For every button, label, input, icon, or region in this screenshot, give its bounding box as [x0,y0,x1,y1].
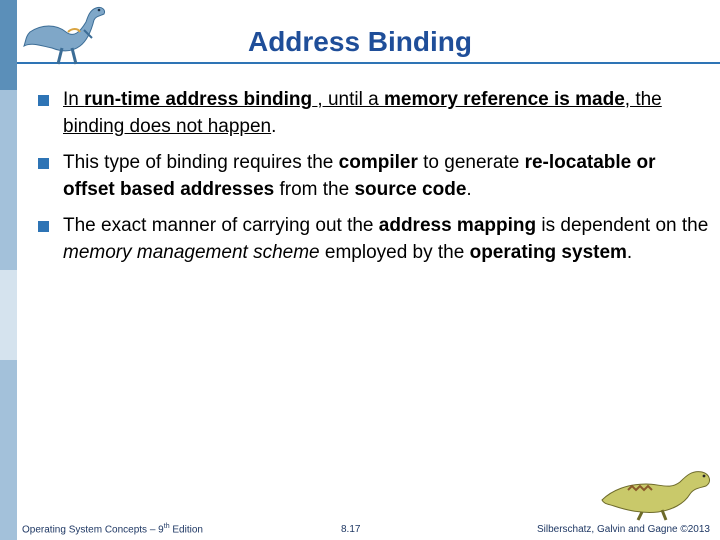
sidebar-segment [0,90,17,270]
square-bullet-icon [38,158,49,169]
bullet-run: . [466,179,472,200]
bullet-run: . [271,116,277,137]
square-bullet-icon [38,95,49,106]
left-sidebar-band [0,0,17,540]
bullet-run: In [63,89,85,110]
bullet-run: memory management scheme [63,242,320,263]
bullet-run: run-time address binding [84,89,313,110]
bullet-run: from the [274,179,355,200]
bullet-run: employed by the [319,242,470,263]
bullet-item [38,86,710,140]
bullet-item [38,212,710,266]
bullet-list [38,86,710,275]
bullet-run: compiler [338,152,418,173]
square-bullet-icon [38,221,49,232]
footer-book-sup: th [163,522,170,530]
bullet-run: source code [354,179,467,200]
bullet-run: , until a [312,89,384,110]
bullet-text [63,152,656,200]
bullet-run: , the binding does not happen [63,89,662,137]
footer-page-number: 8.17 [341,524,361,535]
bullet-run: to generate [417,152,525,173]
bullet-run: . [626,242,633,263]
title-rule [17,62,720,64]
bullet-run: The exact manner of carrying out the [63,215,379,236]
sidebar-segment [0,360,17,540]
footer-book-prefix: Operating System Concepts – 9 [22,524,164,535]
bullet-text [63,89,662,137]
footer-book-title [22,523,203,535]
bullet-run: This type of binding requires the [63,152,339,173]
bullet-item [38,149,710,203]
sidebar-segment [0,270,17,360]
bullet-run: re-locatable or offset based addresses [63,152,656,200]
bullet-run: memory reference is made [383,89,625,110]
bullet-run: address mapping [378,215,537,236]
bullet-run: is dependent on the [536,215,709,236]
dinosaur-icon [598,460,716,522]
footer-copyright: Silberschatz, Galvin and Gagne ©2013 [536,524,710,535]
bullet-text [63,215,708,263]
footer-book-suffix: Edition [169,524,203,535]
bullet-run: operating system [469,242,627,263]
slide-title: Address Binding [247,26,472,57]
